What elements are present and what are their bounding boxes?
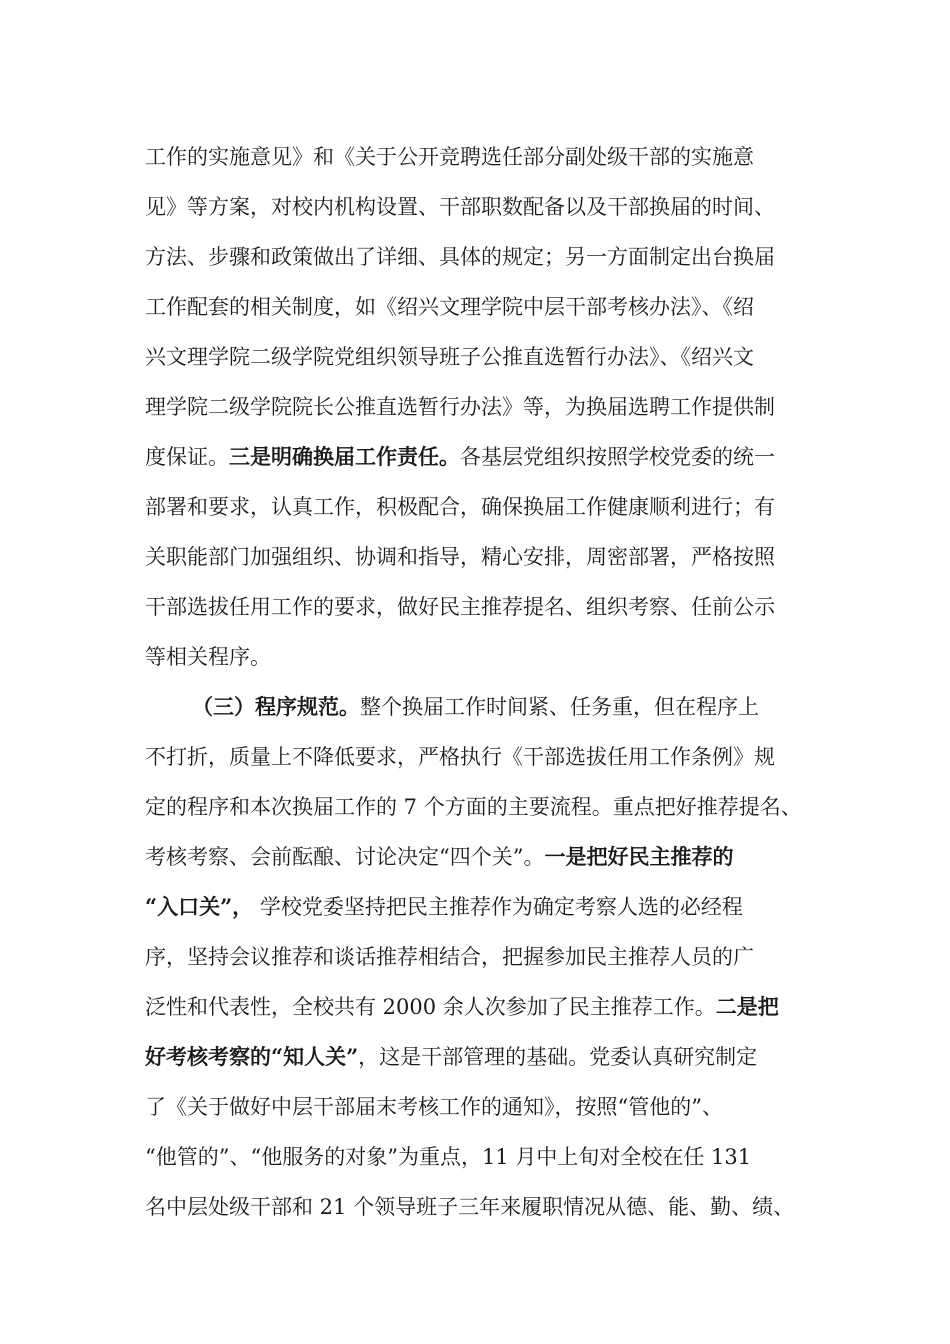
bold-text-segment: 二是把 — [715, 994, 779, 1019]
text-line — [145, 982, 835, 1032]
text-segment: 整个换届工作时间紧、任务重，但在程序上 — [360, 695, 759, 719]
text-segment: 学校党委坚持把民主推荐作为确定考察人选的必经程 — [253, 895, 743, 919]
text-line — [145, 382, 835, 432]
bold-text-segment: “入口关”， — [145, 894, 254, 919]
text-segment: 见》等方案，对校内机构设置、干部职数配备以及干部换届的时间、 — [145, 195, 775, 219]
bold-text-segment: 一是把好民主推荐的 — [544, 844, 734, 869]
text-segment: 了《关于做好中层干部届末考核工作的通知》，按照“管他的”、 — [145, 1095, 723, 1119]
text-line — [145, 1182, 835, 1232]
text-line — [145, 682, 835, 732]
text-line — [145, 832, 835, 882]
text-segment: 关职能部门加强组织、协调和指导，精心安排，周密部署，严格按照 — [145, 545, 775, 569]
text-segment: 名中层处级干部和 21 个领导班子三年来履职情况从德、能、勤、绩、 — [145, 1195, 795, 1219]
text-line — [145, 532, 835, 582]
text-segment: 定的程序和本次换届工作的 7 个方面的主要流程。重点把好推荐提名、 — [145, 795, 802, 819]
text-segment: 理学院二级学院院长公推直选暂行办法》等，为换届选聘工作提供制 — [145, 395, 775, 419]
text-line — [145, 332, 835, 382]
text-segment: 度保证。 — [145, 445, 229, 469]
text-segment: 工作配套的相关制度，如《绍兴文理学院中层干部考核办法》、《绍 — [145, 295, 754, 319]
text-segment: 序，坚持会议推荐和谈话推荐相结合，把握参加民主推荐人员的广 — [145, 945, 754, 969]
text-line — [145, 1032, 835, 1082]
text-line — [145, 1132, 835, 1182]
text-line — [145, 182, 835, 232]
text-segment: 各基层党组织按照学校党委的统一 — [460, 445, 775, 469]
text-segment: 等相关程序。 — [145, 645, 271, 669]
text-line — [145, 782, 835, 832]
text-line — [145, 1082, 835, 1132]
text-segment: 方法、步骤和政策做出了详细、具体的规定；另一方面制定出台换届 — [145, 245, 775, 269]
text-segment: 泛性和代表性，全校共有 2000 余人次参加了民主推荐工作。 — [145, 995, 716, 1019]
text-segment: 考核考察、会前酝酿、讨论决定“四个关”。 — [145, 845, 545, 869]
text-line — [145, 482, 835, 532]
text-line — [145, 732, 835, 782]
text-line — [145, 282, 835, 332]
text-line — [145, 632, 835, 682]
text-segment: 干部选拔任用工作的要求，做好民主推荐提名、组织考察、任前公示 — [145, 595, 775, 619]
text-line — [145, 232, 835, 282]
bold-text-segment: 三是明确换届工作责任。 — [229, 444, 460, 469]
text-line — [145, 882, 835, 932]
text-segment: 工作的实施意见》和《关于公开竞聘选任部分副处级干部的实施意 — [145, 145, 754, 169]
text-line — [145, 932, 835, 982]
text-line — [145, 132, 835, 182]
text-line — [145, 432, 835, 482]
text-segment: 部署和要求，认真工作，积极配合，确保换届工作健康顺利进行；有 — [145, 495, 775, 519]
document-body — [145, 132, 835, 1232]
text-segment: 不打折，质量上不降低要求，严格执行《干部选拔任用工作条例》规 — [145, 745, 775, 769]
text-segment: ，这是干部管理的基础。党委认真研究制定 — [358, 1045, 758, 1069]
text-segment: “他管的”、“他服务的对象”为重点，11 月中上旬对全校在任 131 — [145, 1145, 752, 1169]
text-line — [145, 582, 835, 632]
bold-text-segment: （三）程序规范。 — [192, 694, 360, 719]
text-segment: 兴文理学院二级学院党组织领导班子公推直选暂行办法》、《绍兴文 — [145, 345, 754, 369]
bold-text-segment: 好考核考察的“知人关” — [145, 1044, 359, 1069]
